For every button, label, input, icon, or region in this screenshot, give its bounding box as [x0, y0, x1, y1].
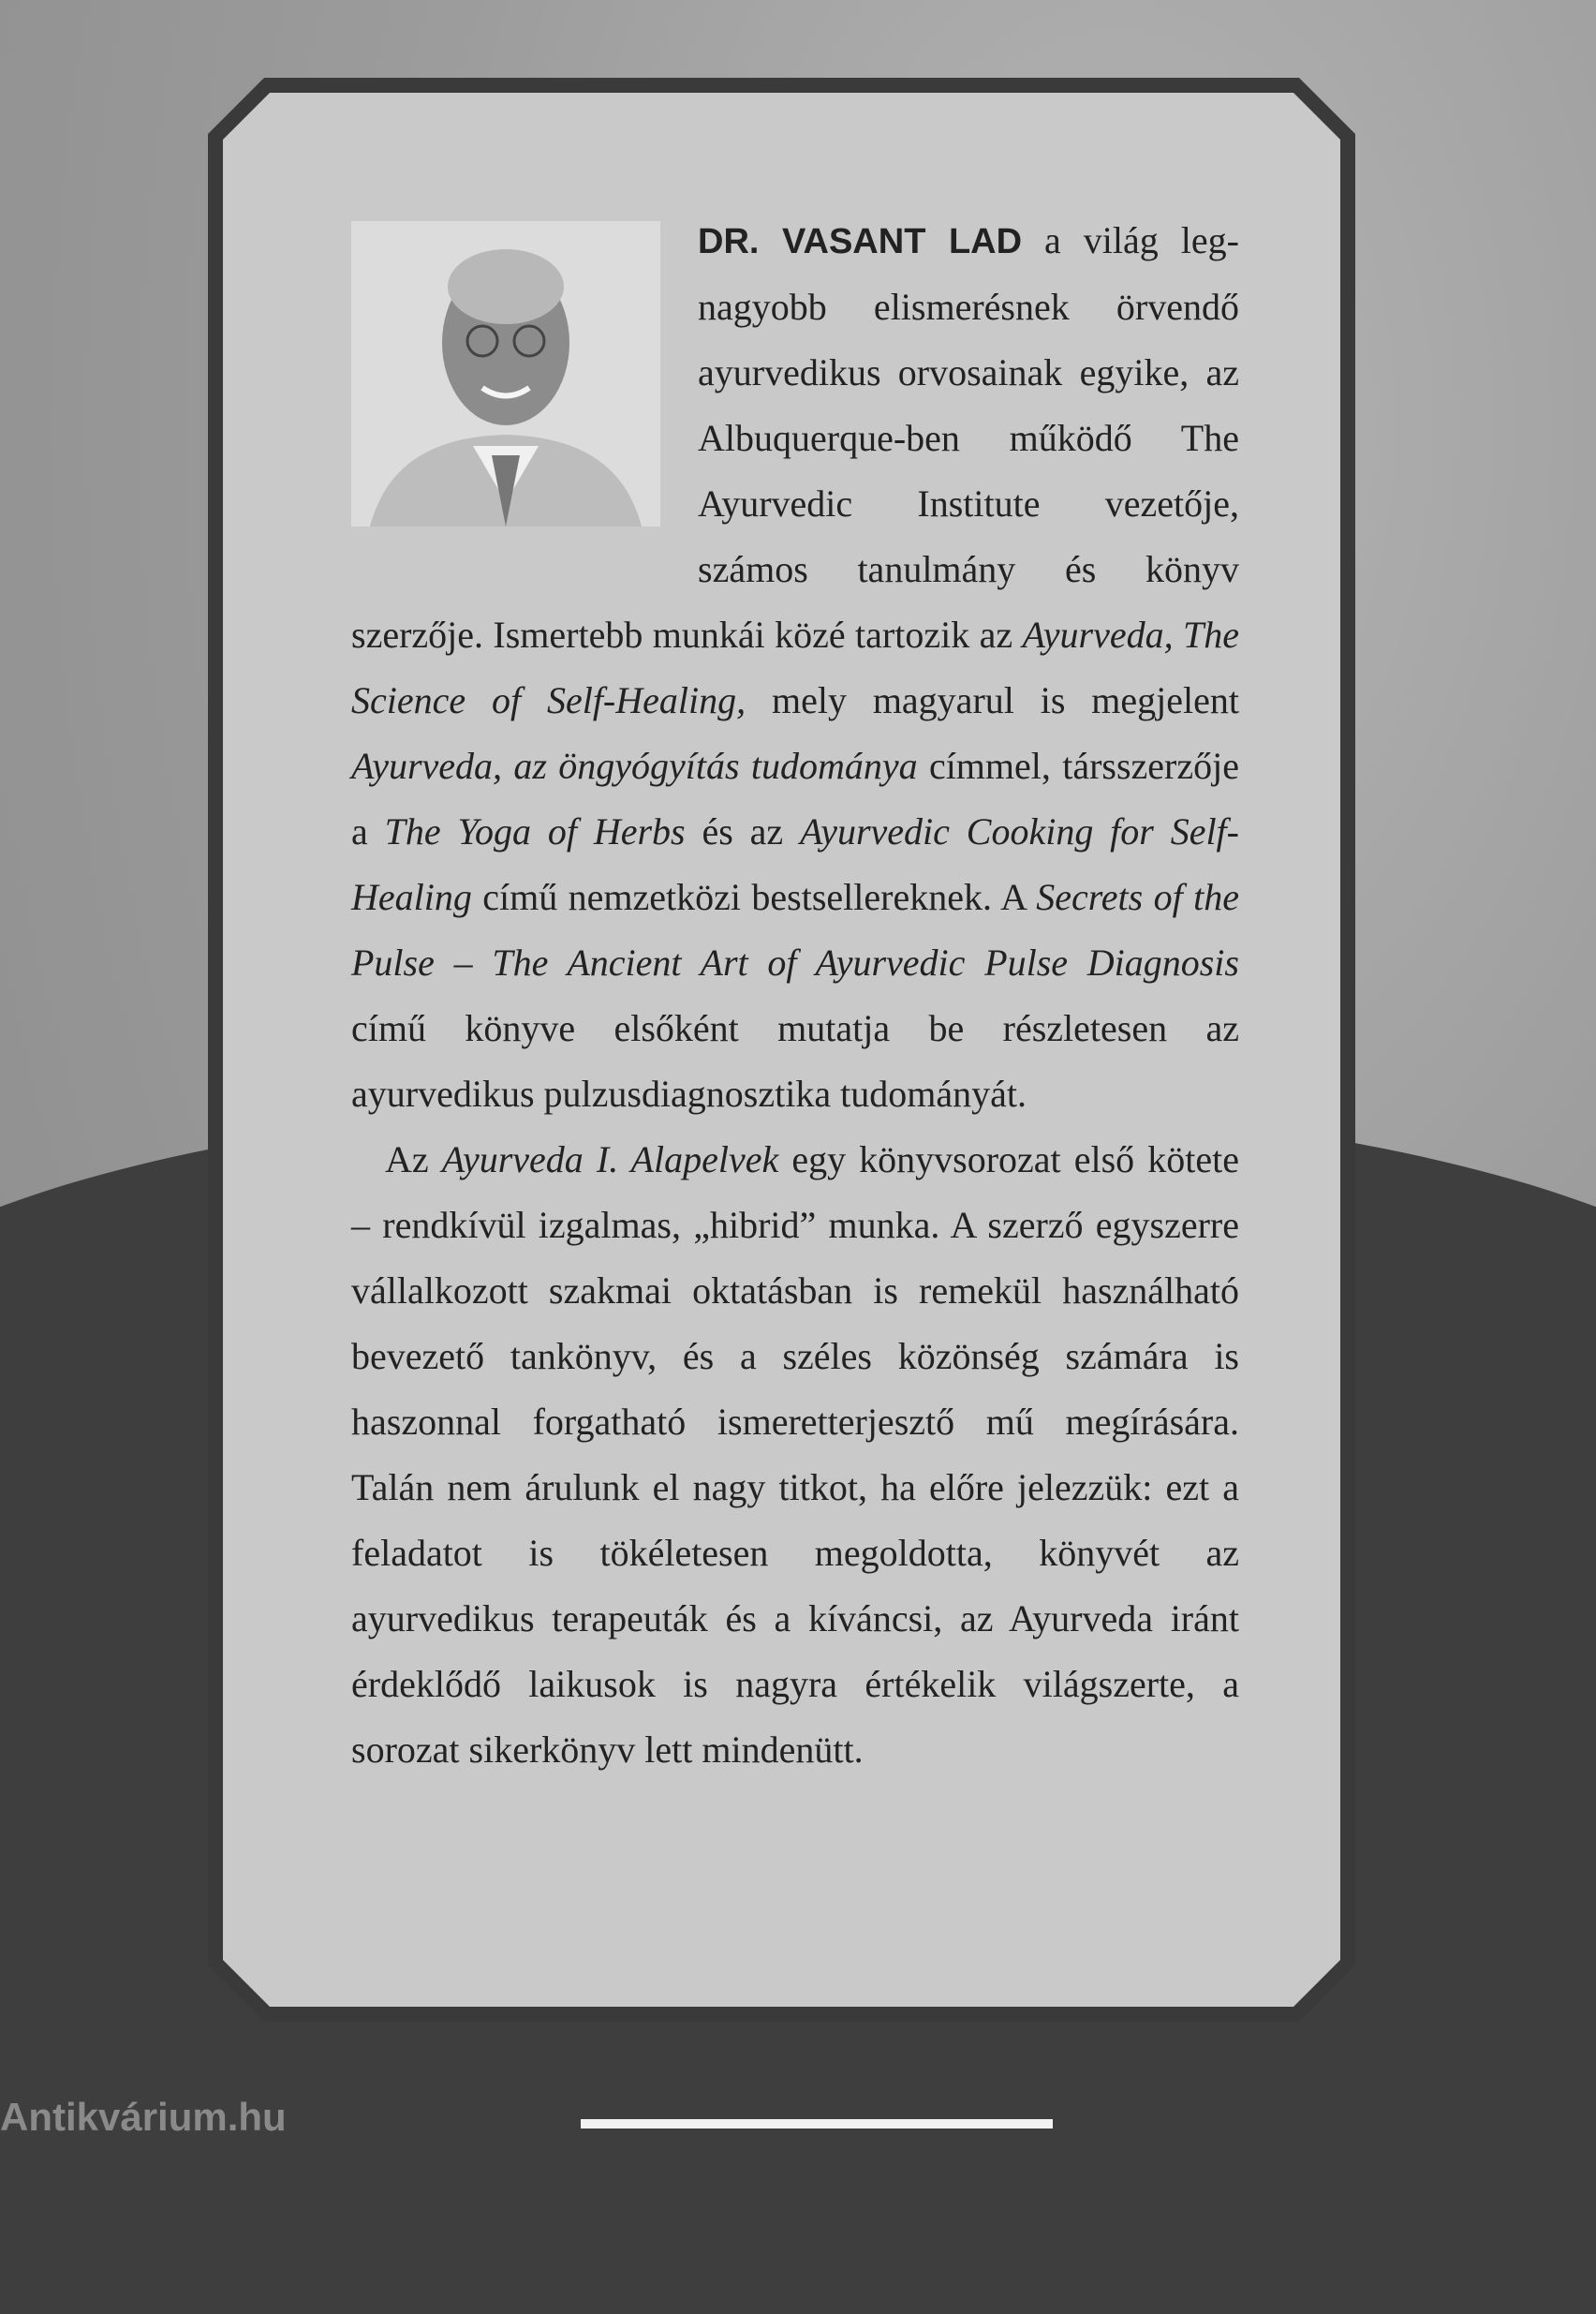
bio-paragraph-2	[351, 1127, 1239, 1783]
photo-spacer	[351, 208, 698, 601]
text-run: mely magyarul is megjelent	[746, 679, 1239, 721]
text-run: címmel, társszerzője a	[351, 745, 1239, 853]
watermark: Antikvárium.hu	[0, 2095, 287, 2139]
text-run: című könyve elsőként mutatja be részletesen az ayurvedikus pulzusdiagnosztika tudományát.	[351, 1007, 1239, 1115]
italic-title: Ayurveda, The Science of Self-Healing,	[351, 614, 1240, 721]
text-run: egy könyvsorozat első kötete – rendkívül izgalmas, „hibrid” munka. A szerző egyszerre vállalkozott szakmai oktatásban is remekül használható bevezető tankönyv, és a széles közönség számára is haszonnal forgatható ismeretterjesztő mű megírására. Talán nem árulunk el nagy titkot, ha előre jelezzük: ezt a feladatot is tökéletesen megoldotta, könyvét az ayurvedikus terapeuták és a kíváncsi, az Ayurveda iránt érdeklődő laikusok is nagyra értékelik világszerte, a sorozat sikerkönyv lett mindenütt.	[351, 1138, 1240, 1771]
text-run: a világ legnagyobb elismerésnek örvendő ayurvedikus orvosainak egyike, az Albuquerque-ben működő The Ayurvedic Institute vezetője, számos tanulmány és könyv szerzője. Ismertebb munkái közé tartozik az	[351, 219, 1239, 656]
italic-title: Ayurvedic Cooking for Self-Healing	[351, 810, 1239, 918]
italic-title: The Yoga of Herbs	[384, 810, 686, 853]
text-run: Az	[385, 1138, 442, 1180]
text-run: és az	[685, 810, 800, 853]
bio-text	[351, 208, 1239, 1783]
text-run: című nemzetközi bestsellereknek. A	[471, 876, 1037, 918]
italic-title: Ayurveda, az öngyógyítás tudománya	[351, 745, 918, 787]
italic-title: Secrets of the Pulse – The Ancient Art of Ayurvedic Pulse Diagnosis	[351, 876, 1239, 984]
italic-title: Ayurveda I. Alapelvek	[441, 1138, 779, 1180]
footer-bar	[581, 2119, 1053, 2129]
author-name: DR. VASANT LAD	[698, 222, 1023, 261]
